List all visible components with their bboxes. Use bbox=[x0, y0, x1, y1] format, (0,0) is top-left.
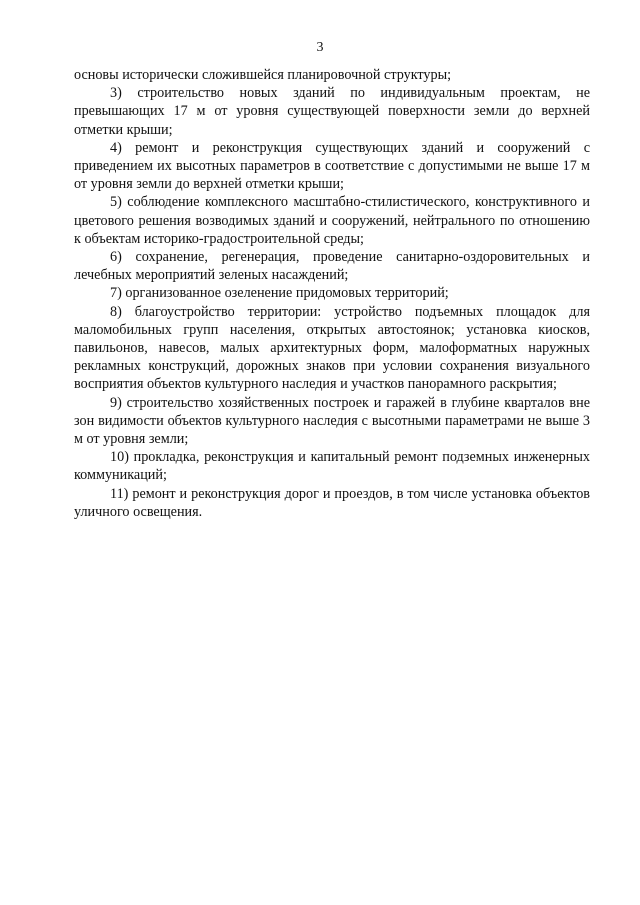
list-item-3: 3) строительство новых зданий по индивидуальным проектам, не превышающих 17 м от уровня существующей поверхности земли до верхней отметки крыши; bbox=[74, 85, 590, 138]
page-number: 3 bbox=[316, 40, 324, 55]
list-item-4: 4) ремонт и реконструкция существующих зданий и сооружений с приведением их высотных параметров в соответствие с допустимыми не выше 17 м от уровня земли до верхней отметки крыши; bbox=[74, 139, 590, 193]
paragraph-continuation: основы исторически сложившейся планировочной структуры; bbox=[74, 67, 452, 83]
list-item-8: 8) благоустройство территории: устройство подъемных площадок для маломобильных групп населения, открытых автостоянок; установка киосков, павильонов, навесов, малых архитектурных форм, малоформатных наружных рекламных конструкций, дорожных знаков при условии сохранения визуального восприятия объектов культурного наследия и участков панорамного раскрытия; bbox=[74, 303, 590, 393]
list-item-11: 11) ремонт и реконструкция дорог и проездов, в том числе установка объектов уличного освещения. bbox=[74, 485, 590, 520]
list-item-9: 9) строительство хозяйственных построек и гаражей в глубине кварталов вне зон видимости объектов культурного наследия с высотными параметрами не выше 3 м от уровня земли; bbox=[74, 394, 590, 448]
list-item-10: 10) прокладка, реконструкция и капитальный ремонт подземных инженерных коммуникаций; bbox=[74, 449, 590, 484]
list-item-7: 7) организованное озеленение придомовых территорий; bbox=[110, 285, 449, 302]
list-item-5: 5) соблюдение комплексного масштабно-стилистического, конструктивного и цветового решения возводимых зданий и сооружений, нейтрального по отношению к объектам историко-градостроительной среды; bbox=[74, 194, 590, 247]
document-body bbox=[74, 66, 590, 521]
list-item-6: 6) сохранение, регенерация, проведение санитарно-оздоровительных и лечебных мероприятий зеленых насаждений; bbox=[74, 249, 590, 284]
